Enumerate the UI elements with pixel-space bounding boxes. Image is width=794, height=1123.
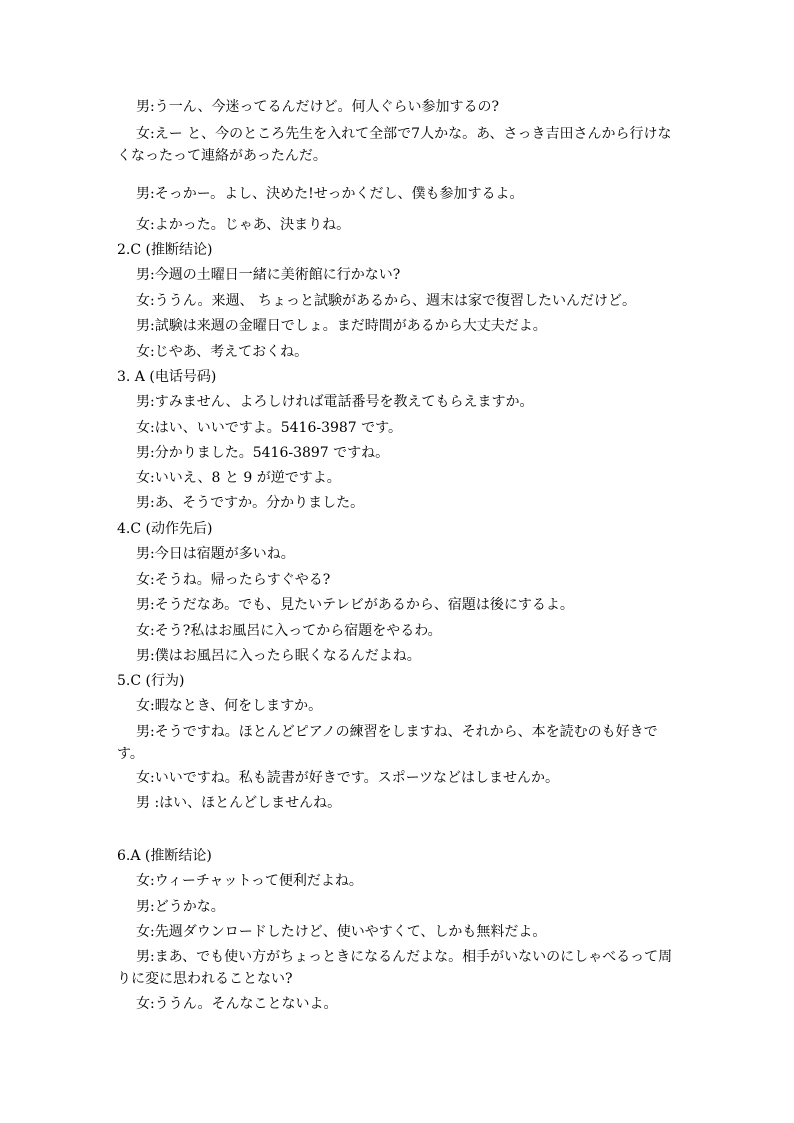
question-heading: 6.A (推断结论): [117, 848, 212, 864]
dialog-line: 男:う一ん、今迷ってるんだけど。何人ぐらい参加するの?: [136, 99, 500, 115]
dialog-line: 女:よかった。じゃあ、決まりね。: [136, 217, 351, 233]
dialog-line: 男:そうだなあ。でも、見たいテレビがあるから、宿題は後にするよ。: [136, 597, 574, 613]
dialog-line: 女:いいえ、8 と 9 が逆ですよ。: [136, 470, 341, 486]
dialog-line: 男:あ、そうですか。分かりました。: [136, 495, 365, 511]
dialog-line: 女:いいですね。私も読書が好きです。スポーツなどはしませんか。: [136, 770, 560, 786]
dialog-line: 女:暇なとき、何をしますか。: [136, 698, 323, 714]
dialog-line: 男:今週の土曜日一緒に美術館に行かない?: [136, 267, 401, 283]
dialog-line: 男:今日は宿題が多いね。: [136, 546, 295, 562]
question-heading: 3. A (电话号码): [117, 369, 217, 385]
dialog-line: 女:そう?私はお風呂に入ってから宿題をやるわ。: [136, 623, 442, 639]
dialog-line: 女:えー と、今のところ先生を入れて全部で7人かな。あ、さっき吉田さんから行けなくなったって連絡があったんだ。: [117, 126, 672, 164]
dialog-line: 男:まあ、でも使い方がちょっときになるんだよな。相手がいないのにしゃべるって周りに変に思われることない?: [117, 949, 673, 987]
dialog-line: 女:じやあ、考えておくね。: [136, 344, 309, 360]
dialog-line: 女:はい、いいですよ。5416-3987 です。: [136, 420, 403, 436]
question-heading: 2.C (推断结论): [117, 242, 213, 258]
dialog-line: 男 :はい、ほとんどしませんね。: [136, 795, 342, 811]
dialog-line: 男:そっかー。よし、決めた!せっかくだし、僕も参加するよ。: [136, 186, 524, 202]
dialog-line: 男:そうですね。ほとんどピアノの練習をしますね、それから、本を読むのも好きです。: [117, 724, 658, 762]
dialog-line: 男:どうかな。: [136, 899, 225, 915]
dialog-line: 女:ううん。そんなことないよ。: [136, 996, 338, 1012]
dialog-line: 男:すみません、よろしければ電話番号を教えてもらえますか。: [136, 394, 534, 410]
question-heading: 4.C (动作先后): [117, 521, 213, 537]
dialog-line: 男:試験は来週の金曜日でしょ。まだ時間があるから大丈夫だよ。: [136, 318, 547, 334]
dialog-line: 女:ううん。来週、 ちょっと試験があるから、週末は家で復習したいんだけど。: [136, 293, 637, 309]
dialog-line: 男:僕はお風呂に入ったら眠くなるんだよね。: [136, 648, 421, 664]
dialog-line: 男:分かりました。5416-3897 ですね。: [136, 445, 390, 461]
dialog-line: 女:そうね。帰ったらすぐやる?: [136, 572, 331, 588]
question-heading: 5.C (行为): [117, 673, 185, 689]
dialog-line: 女:ウィーチャットって便利だよね。: [136, 873, 363, 889]
dialog-line: 女:先週ダウンロードしたけど、使いやすくて、しかも無料だよ。: [136, 924, 547, 940]
